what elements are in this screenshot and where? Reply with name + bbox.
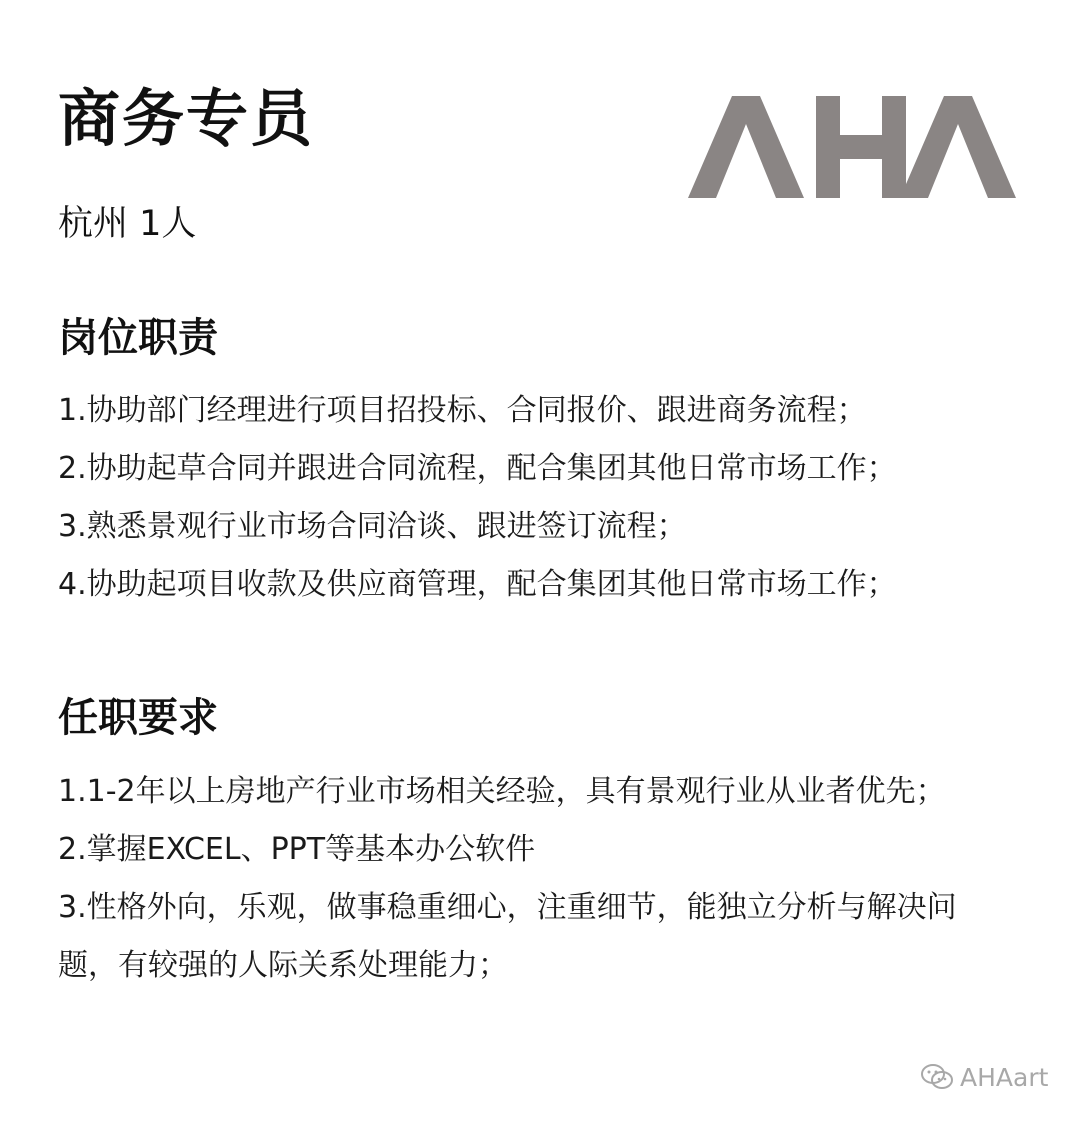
watermark — [920, 1062, 1048, 1092]
requirement-item: 题，有较强的人际关系处理能力； — [58, 948, 508, 983]
requirements-heading: 任职要求 — [58, 695, 218, 741]
duty-item: 3.熟悉景观行业市场合同洽谈、跟进签订流程； — [58, 509, 687, 544]
requirement-item: 1.1-2年以上房地产行业市场相关经验，具有景观行业从业者优先； — [58, 774, 946, 809]
job-location: 杭州 1人 — [58, 204, 197, 244]
requirement-item: 3.性格外向，乐观，做事稳重细心，注重细节，能独立分析与解决问 — [58, 890, 957, 925]
watermark-text: AHAart — [960, 1062, 1049, 1092]
duties-heading: 岗位职责 — [58, 315, 218, 361]
job-title: 商务专员 — [58, 82, 315, 155]
aha-logo — [688, 96, 1016, 198]
duty-item: 2.协助起草合同并跟进合同流程，配合集团其他日常市场工作； — [58, 451, 897, 486]
wechat-icon — [920, 1062, 954, 1092]
duties-list — [58, 382, 897, 614]
requirements-list — [58, 763, 957, 995]
duty-item: 1.协助部门经理进行项目招投标、合同报价、跟进商务流程； — [58, 393, 867, 428]
requirement-item: 2.掌握EXCEL、PPT等基本办公软件 — [58, 832, 536, 867]
duty-item: 4.协助起项目收款及供应商管理，配合集团其他日常市场工作； — [58, 567, 897, 602]
